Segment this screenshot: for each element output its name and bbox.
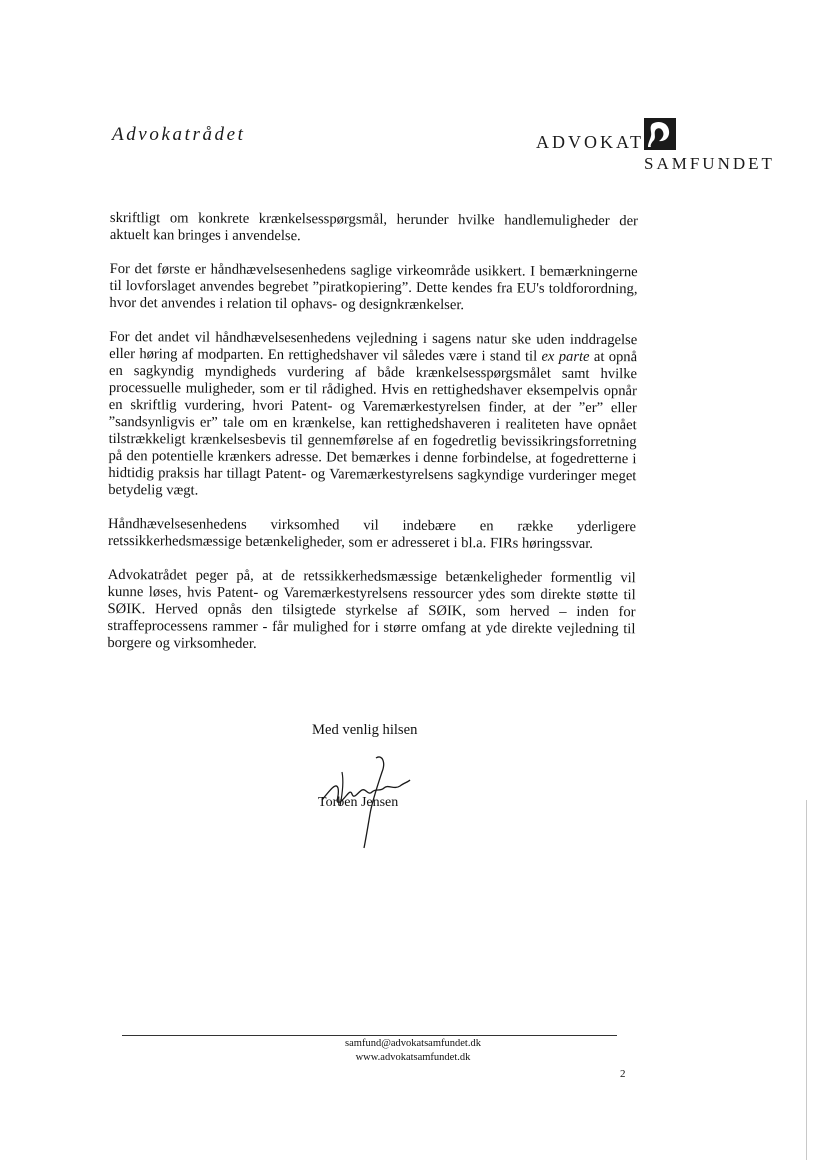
body-paragraph-3-part-2: at opnå en sagkyndig myndigheds vurdering af både krænkelsesspørgsmålet samt hvilke processuelle muligheder, som er til rådighed. Hvis en rettighedshaver eksempelvis opnår en skriftlig vurdering, hvori Patent- og Varemærkestyrelsen finder, at der ”er” eller ”sandsynligvis er” tale om en krænkelse, kan rettighedshaveren i realiteten have opnået tilstrækkeligt krænkelsesbevis til gennemførelse af en fogedretlig bevissikringsforretning på den potentielle krænkers adresse. Det bemærkes i denne forbindelse, at fogedretterne i hidtidig praksis har tillagt Patent- og Varemærkestyrelsens sagkyndige vurderinger meget betydelig vægt. bbox=[108, 348, 638, 499]
scan-edge-line bbox=[806, 800, 807, 1160]
logo-word-advokat: ADVOKAT bbox=[536, 132, 644, 152]
body-paragraph-3-italic: ex parte bbox=[541, 348, 590, 365]
advokatsamfundet-logo bbox=[536, 118, 786, 178]
body-paragraph-1: skriftligt om konkrete krænkelsesspørgsmål, herunder hvilke handlemuligheder der aktuelt kan bringes i anvendelse. bbox=[109, 210, 638, 245]
body-paragraph-3-part-1: For det andet vil håndhævelsesenhedens vejledning i sagens natur ske uden inddragelse eller høring af modparten. En rettighedshaver vil således være i stand til bbox=[109, 328, 638, 365]
body-paragraph-4: Håndhævelsesenhedens virksomhed vil indebære en række yderligere retssikkerhedsmæssige betænkeligheder, som er adresseret i bl.a. FIRs høringssvar. bbox=[107, 515, 637, 552]
body-paragraph-5: Advokatrådet peger på, at de retssikkerhedsmæssige betænkeligheder formentlig vil kunne løses, hvis Patent- og Varemærkestyrelsens ressourcer ydes som direkte støtte til SØIK. Herved opnås den tilsigtede styrkelse af SØIK, som herved – inden for straffeprocessens rammer - får mulighed for i større omfang at yde direkte vejledning til borgere og virksomheder. bbox=[107, 566, 636, 652]
body-paragraph-3 bbox=[108, 329, 637, 502]
body-paragraph-2: For det første er håndhævelsesenhedens saglige virkeområde usikkert. I bemærkningerne til lovforslaget anvendes begrebet ”piratkopiering”. Dette kendes fra EU's toldforordning, hvor det anvendes i relation til ophavs- og designkrænkelser. bbox=[109, 260, 638, 314]
page-number: 2 bbox=[620, 1068, 626, 1080]
signer-name: Torben Jensen bbox=[318, 795, 399, 810]
header-org-title: Advokatrådet bbox=[112, 124, 246, 145]
logo-word-samfundet: SAMFUNDET bbox=[644, 154, 775, 173]
footer-website: www.advokatsamfundet.dk bbox=[355, 1052, 471, 1063]
advokatsamfundet-logo-icon bbox=[644, 118, 676, 150]
letter-body bbox=[107, 210, 638, 672]
footer-email: samfund@advokatsamfundet.dk bbox=[345, 1038, 481, 1049]
footer-divider bbox=[122, 1035, 617, 1036]
closing-salutation: Med venlig hilsen bbox=[312, 722, 418, 738]
